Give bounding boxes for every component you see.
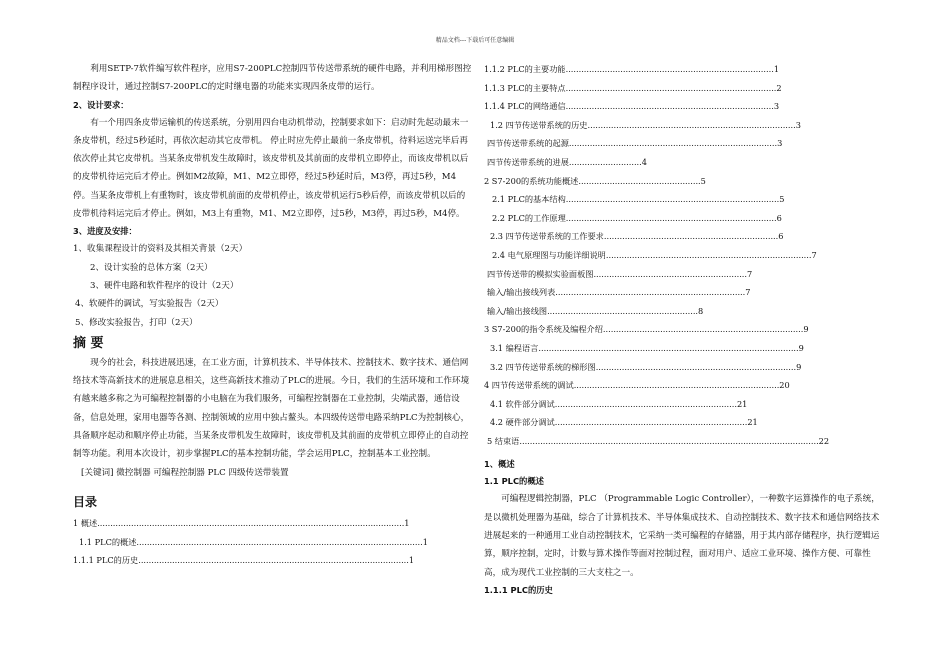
toc-entry-page: 21 bbox=[747, 417, 758, 428]
intro-paragraph: 利用SETP-7软件编写软件程序，应用S7-200PLC控制四节传送带系统的硬件电路，并利用梯形图控制程序设计，通过控制S7-200PLC的定时继电器的功能来实现四条皮带的运行。 bbox=[73, 64, 472, 93]
toc-entry-label: 3.1 编程语言 bbox=[490, 342, 539, 353]
toc-entry-page: 7 bbox=[745, 287, 751, 298]
toc-entry[interactable] bbox=[484, 79, 886, 98]
abstract-paragraph: 现今的社会，科技进展迅速，在工业方面，计算机技术、半导体技术、控制技术、数字技术、通信网络技术等高新技术的进展息息相关，这些高新技术推动了PLC的进展。今日，我们的生活环境和工作环境有越来越多称之为可编程控制器的小电脑在为我们服务，可编程控制器在工业控制，尖端武器，通信设备，信息处理，家用电器等各测、控制领域的应用中独占鳌头。本四级传送带电路采纳PLC为控制核心，具备顺序起动和顺序停止功能，当某条皮带机发生故障时，该皮带机及其前面的皮带机立即停止的自动控制等功能。利用本次设计，初步掌握PLC的基本控制功能，学会运用PLC，控制基本工业控制。 bbox=[73, 357, 470, 460]
toc-entry-page: 20 bbox=[779, 380, 790, 391]
toc-dot-leader: .......................................................... bbox=[547, 305, 699, 316]
schedule-item: 3、硬件电路和软件程序的设计（2天） bbox=[90, 280, 239, 291]
toc-entry-page: 3 bbox=[773, 101, 780, 112]
toc-list-left bbox=[73, 514, 473, 570]
toc-entry-label: 1.1.1 PLC的历史 bbox=[73, 555, 139, 566]
toc-entry-page: 22 bbox=[818, 435, 830, 446]
toc-entry-label: 1 概述 bbox=[73, 517, 98, 528]
toc-dot-leader: ................................................................................ bbox=[568, 138, 778, 149]
toc-entry-label: 1.1.2 PLC的主要功能 bbox=[484, 64, 566, 74]
toc-dot-leader: ............................................................................. bbox=[595, 361, 797, 372]
toc-dot-leader: ................................................................... bbox=[603, 231, 779, 242]
toc-entry-page: 7 bbox=[747, 268, 753, 279]
toc-entry[interactable] bbox=[484, 172, 886, 191]
toc-entry[interactable] bbox=[484, 134, 886, 153]
schedule-heading: 3、进度及安排： bbox=[73, 226, 137, 237]
toc-entry[interactable] bbox=[484, 320, 886, 339]
toc-dot-leader: ........................................................................................................ bbox=[138, 555, 409, 566]
toc-entry[interactable] bbox=[484, 60, 886, 79]
section-paragraph: 可编程逻辑控制器，PLC （Programmable Logic Controller），一种数字运算操作的电子系统，是以微机处理器为基础，综合了计算机技术、半导体集成技术、自动控制技术、数字技术和通信网络技术进展起来的一种通用工业自动控制技术，它采纳一类可编程的存储器，用于其内部存储程序，执行逻辑运算，顺序控制，定时，计数与算术操作等面对控制过程，面对用户、适应工业环境、操作方便、可靠性高，成为现代工业控制的三大支柱之一。 bbox=[484, 494, 880, 578]
toc-dot-leader: ............................................................................... bbox=[573, 380, 780, 391]
toc-entry-label: 四节传送带系统的起源 bbox=[487, 138, 569, 149]
toc-dot-leader: ............................ bbox=[568, 156, 642, 167]
toc-entry-label: 5 结束语 bbox=[487, 435, 520, 446]
toc-entry-label: 3.2 四节传送带系统的梯形图 bbox=[490, 361, 596, 372]
toc-dot-leader: .................................................................................................... bbox=[538, 342, 799, 353]
schedule-item: 2、设计实验的总体方案（2天） bbox=[90, 262, 213, 273]
toc-entry[interactable] bbox=[484, 413, 886, 432]
abstract-title: 摘 要 bbox=[73, 335, 104, 351]
toc-entry-page: 5 bbox=[700, 175, 706, 186]
toc-title: 目录 bbox=[73, 494, 98, 509]
toc-entry[interactable] bbox=[484, 395, 886, 414]
toc-entry[interactable] bbox=[484, 153, 886, 172]
toc-dot-leader: .............................................................................................................. bbox=[136, 536, 423, 547]
toc-entry-page: 1 bbox=[422, 536, 428, 547]
toc-entry[interactable] bbox=[73, 514, 473, 533]
toc-entry-page: 6 bbox=[778, 231, 784, 242]
toc-entry-page: 9 bbox=[796, 361, 802, 372]
toc-entry-page: 3 bbox=[795, 119, 801, 130]
toc-entry[interactable] bbox=[484, 432, 886, 451]
toc-entry-page: 5 bbox=[779, 194, 785, 205]
toc-entry[interactable] bbox=[484, 209, 886, 228]
toc-dot-leader: ................................................................................. bbox=[565, 82, 777, 93]
section-heading: 1.1 PLC的概述 bbox=[484, 476, 544, 487]
toc-entry[interactable] bbox=[484, 302, 886, 321]
toc-entry-label: 2.2 PLC的工作原理 bbox=[492, 212, 566, 223]
toc-entry-page: 3 bbox=[777, 138, 783, 149]
toc-entry[interactable] bbox=[484, 190, 886, 209]
toc-entry-page: 2 bbox=[776, 82, 782, 93]
toc-dot-leader: ................................................................................................................... bbox=[519, 435, 819, 446]
toc-entry-page: 8 bbox=[698, 305, 704, 316]
chapter-heading: 1、概述 bbox=[484, 459, 515, 470]
toc-dot-leader: ......................................................................... bbox=[555, 287, 746, 298]
toc-entry-page: 6 bbox=[776, 212, 782, 223]
toc-entry[interactable] bbox=[484, 265, 886, 284]
right-column bbox=[484, 60, 886, 599]
schedule-item: 5、修改实验报告，打印（2天） bbox=[75, 317, 198, 328]
toc-entry-label: 4.2 硬件部分调试 bbox=[490, 417, 555, 428]
toc-entry-page: 9 bbox=[798, 342, 804, 353]
toc-entry-label: 输入/输出接线列表 bbox=[487, 287, 556, 298]
toc-list-right bbox=[484, 60, 886, 450]
toc-entry[interactable] bbox=[73, 551, 473, 570]
toc-entry[interactable] bbox=[484, 283, 886, 302]
toc-entry-label: 2.1 PLC的基本结构 bbox=[492, 194, 566, 205]
toc-entry-label: 输入/输出接线图 bbox=[487, 305, 548, 316]
toc-entry[interactable] bbox=[484, 339, 886, 358]
toc-entry-label: 2.3 四节传送带系统的工作要求 bbox=[490, 231, 604, 242]
toc-dot-leader: ............................................... bbox=[578, 175, 701, 186]
toc-dot-leader: .......................................................................... bbox=[554, 417, 748, 428]
toc-entry-label: 四节传送带的模拟实验面板图 bbox=[487, 268, 594, 279]
toc-entry-label: 1.1.4 PLC的网络通信 bbox=[484, 101, 566, 112]
schedule-item: 4、软硬件的调试，写实验报告（2天） bbox=[75, 299, 224, 310]
toc-entry-page: 21 bbox=[736, 398, 748, 409]
toc-entry-label: 1.1 PLC的概述 bbox=[79, 536, 137, 547]
toc-dot-leader: .................................................................................. bbox=[565, 194, 780, 205]
toc-dot-leader: ...................................................................... bbox=[554, 398, 737, 409]
toc-dot-leader: ...................................................................................................................... bbox=[97, 517, 405, 528]
toc-entry-page: 4 bbox=[641, 156, 647, 167]
toc-entry[interactable] bbox=[484, 358, 886, 377]
toc-entry[interactable] bbox=[484, 116, 886, 135]
toc-entry[interactable] bbox=[484, 227, 886, 246]
toc-entry-page: 7 bbox=[811, 249, 817, 260]
toc-dot-leader: ........................................................... bbox=[593, 268, 748, 279]
toc-entry-page: 1 bbox=[773, 64, 780, 74]
toc-dot-leader: ................................................................................ bbox=[587, 119, 796, 130]
toc-entry-page: 1 bbox=[408, 555, 415, 566]
toc-entry-page: 1 bbox=[404, 517, 410, 528]
toc-dot-leader: ................................................................................. bbox=[565, 212, 777, 223]
keywords: [关键词] 微控制器 可编程控制器 PLC 四级传送带装置 bbox=[81, 467, 289, 478]
toc-entry-label: 2.4 电气原理图与功能详细说明 bbox=[492, 249, 606, 260]
toc-entry-label: 4.1 软件部分调试 bbox=[490, 398, 555, 409]
toc-dot-leader: ................................................................................ bbox=[565, 101, 774, 112]
toc-entry-label: 2 S7-200的系统功能概述 bbox=[484, 175, 579, 186]
requirements-heading: 2、设计要求： bbox=[73, 99, 129, 110]
toc-dot-leader: ............................................................................... bbox=[605, 249, 812, 260]
requirements-paragraph: 有一个用四条皮带运输机的传送系统，分别用四台电动机带动，控制要求如下：启动时先起动最末一条皮带机，经过5秒延时，再依次起动其它皮带机。 停止时应先停止最前一条皮带机，待料运送完毕后再依次停止其它皮带机。当某条皮带机发生故障时，该皮带机及其前面的皮带机立即停止，而该皮带机以后的皮带机待运完后才停止。例如M2故障，M1、M2立即停，经过5秒延时后，M3停，再过5秒，M4停。当某条皮带机上有重物时，该皮带机前面的皮带机停止，该皮带机运行5秒后停，而该皮带机以后的皮带机待料运完后才停止。例如，M3上有重物，M1、M2立即停，过5秒，M3停，再过5秒，M4停。 bbox=[73, 117, 469, 220]
page-header: 精品文档---下载后可任意编辑 bbox=[435, 37, 515, 44]
toc-entry-label: 3 S7-200的指令系统及编程介绍 bbox=[484, 324, 603, 335]
toc-dot-leader: ................................................................................ bbox=[565, 64, 774, 74]
toc-entry[interactable] bbox=[484, 246, 886, 265]
toc-entry-label: 1.1.3 PLC的主要特点 bbox=[484, 82, 566, 93]
toc-dot-leader: ............................................................................. bbox=[602, 324, 804, 335]
toc-entry-page: 9 bbox=[803, 324, 809, 335]
toc-entry-label: 4 四节传送带系统的调试 bbox=[484, 380, 574, 391]
schedule-item: 1、收集课程设计的资料及其相关背景（2天） bbox=[73, 244, 248, 255]
toc-entry[interactable] bbox=[484, 376, 886, 395]
toc-entry[interactable] bbox=[484, 97, 886, 116]
left-column bbox=[73, 60, 473, 570]
subsection-heading: 1.1.1 PLC的历史 bbox=[484, 584, 553, 595]
toc-entry-label: 四节传送带系统的进展 bbox=[487, 156, 569, 167]
toc-entry-label: 1.2 四节传送带系统的历史 bbox=[490, 119, 588, 130]
toc-entry[interactable] bbox=[73, 533, 473, 552]
